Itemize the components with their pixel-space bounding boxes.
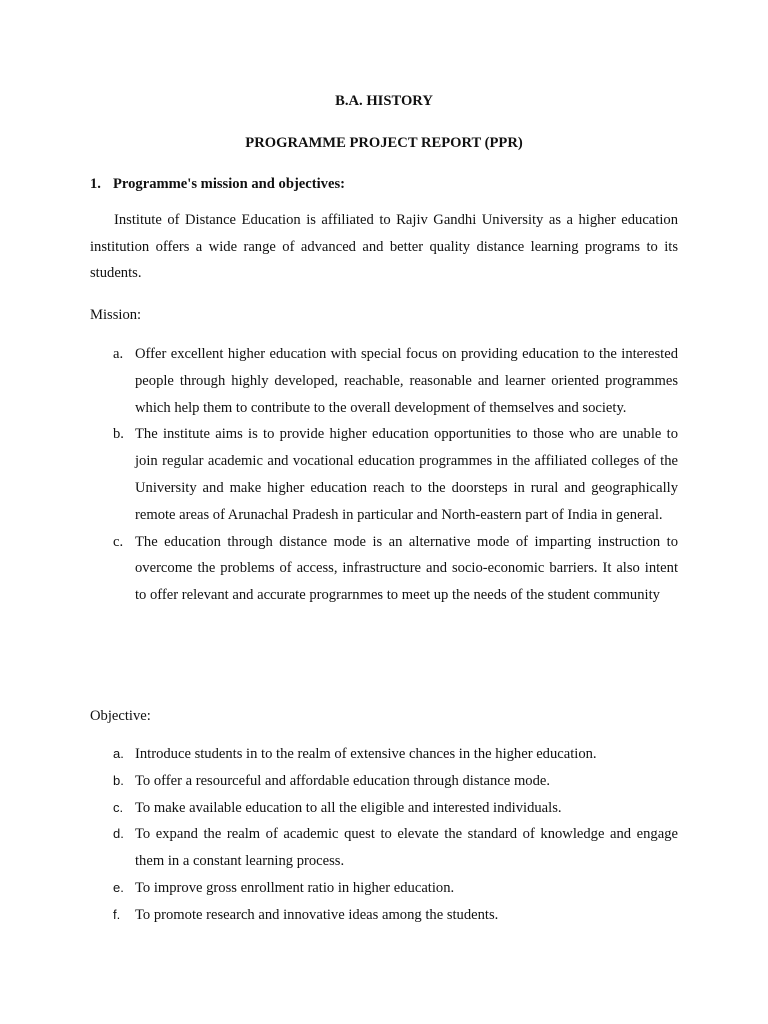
list-marker: b. xyxy=(113,426,124,443)
objective-item-text: To promote research and innovative ideas among the students. xyxy=(135,906,499,923)
list-marker: c. xyxy=(113,533,124,550)
mission-item-text: The education through distance mode is an alternative mode of imparting instruction to overcome the problems of access, infrastructure and socio-economic barriers. It also intent to offer relevant and accurate prograrnmes to meet up the needs of the student community xyxy=(135,533,678,604)
objective-item-text: To make available education to all the eligible and interested individuals. xyxy=(135,799,562,816)
mission-item xyxy=(90,341,678,421)
objective-item xyxy=(90,875,678,902)
document-page xyxy=(90,0,678,1024)
objective-item-text: To improve gross enrollment ratio in higher education. xyxy=(135,879,455,896)
objective-item-text: To offer a resourceful and affordable education through distance mode. xyxy=(135,772,551,789)
objective-label: Objective: xyxy=(90,708,151,724)
list-marker: f. xyxy=(113,906,121,922)
objective-item xyxy=(90,821,678,875)
section-number: 1. xyxy=(90,176,101,192)
objective-item xyxy=(90,795,678,822)
mission-item xyxy=(90,421,678,528)
mission-list xyxy=(90,341,678,609)
intro-paragraph: Institute of Distance Education is affiliated to Rajiv Gandhi University as a higher education institution offers a wide range of advanced and better quality distance learning programs to its students. xyxy=(90,212,678,282)
document-subtitle: PROGRAMME PROJECT REPORT (PPR) xyxy=(245,135,523,151)
objective-list xyxy=(90,741,678,929)
section-heading xyxy=(90,175,345,193)
list-marker: d. xyxy=(113,826,124,842)
mission-item-text: The institute aims is to provide higher education opportunities to those who are unable to join regular academic and vocational education programmes in the affiliated colleges of the University and make higher education reach to the doorsteps in rural and geographically remote areas of Arunachal Pradesh in particular and North-eastern part of India in general. xyxy=(135,426,678,523)
list-marker: a. xyxy=(113,346,124,362)
mission-label: Mission: xyxy=(90,307,142,323)
mission-item-text: Offer excellent higher education with special focus on providing education to the interested people through highly developed, reachable, reasonable and learner oriented programmes which help them to contribute to the overall development of themselves and society. xyxy=(135,346,678,416)
objective-item-text: Introduce students in to the realm of extensive chances in the higher education. xyxy=(135,746,597,762)
document-title: B.A. HISTORY xyxy=(335,93,433,109)
objective-item xyxy=(90,741,678,768)
objective-item xyxy=(90,768,678,795)
list-marker: c. xyxy=(113,799,124,815)
mission-item xyxy=(90,529,678,609)
list-marker: b. xyxy=(113,772,124,788)
section-heading-text: Programme's mission and objectives: xyxy=(113,176,345,192)
objective-item xyxy=(90,902,678,929)
list-marker: a. xyxy=(113,746,124,761)
objective-item-text: To expand the realm of academic quest to elevate the standard of knowledge and engage them in a constant learning process. xyxy=(135,826,678,870)
list-marker: e. xyxy=(113,879,124,895)
